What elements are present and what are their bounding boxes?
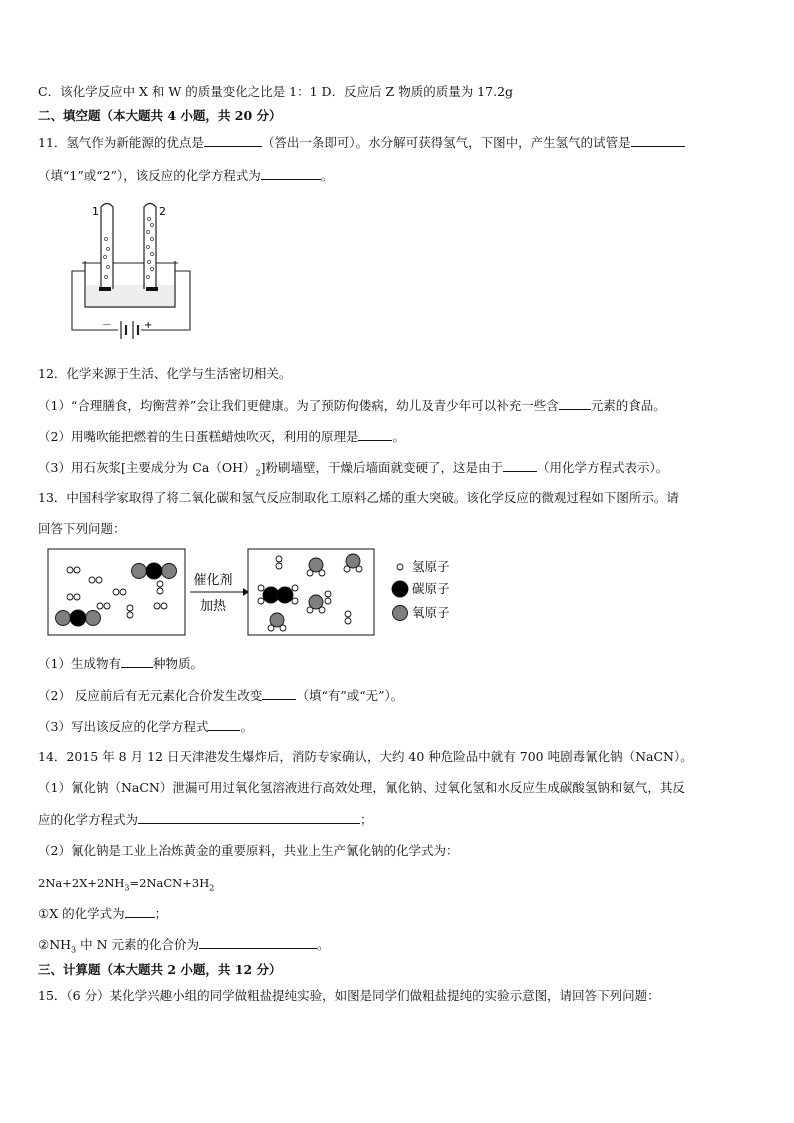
legend-oxygen: 氧原子: [412, 605, 450, 620]
q11-text-c: （填“1”或“2”），该反应的化学方程式为: [38, 168, 261, 183]
q12-1-blank[interactable]: [559, 397, 591, 410]
q11-line2: [38, 167, 333, 184]
q13-line2: 回答下列问题：: [38, 521, 126, 536]
tube-2-label: 2: [159, 205, 166, 218]
q13-1-text-a: （1）生成物有: [38, 656, 121, 671]
q12-3-subscript: 2: [255, 468, 261, 478]
q14-part1-line2: [38, 811, 373, 828]
q13-3-blank[interactable]: [208, 718, 240, 731]
q12-3-text-a: （3）用石灰浆[主要成分为 Ca（OH）: [38, 460, 256, 475]
q13-2-text-b: （填“有”或“无”）。: [296, 688, 404, 703]
equation-right: =2NaCN+3H: [129, 876, 210, 890]
reaction-micro-diagram: [44, 544, 464, 640]
q14-equation: [38, 875, 214, 896]
battery-minus: －: [102, 320, 112, 331]
co2-molecule: [56, 610, 101, 626]
q14-sub2: [38, 936, 330, 959]
q12-1-text-a: （1）“合理膳食，均衡营养”会让我们更健康。为了预防佝偻病，幼儿及青少年可以补充一些含: [38, 398, 559, 413]
equation-sub-2: 2: [209, 883, 215, 893]
q14-1-blank[interactable]: [138, 811, 360, 824]
q11-line1: [38, 134, 685, 151]
q12-part2: [38, 428, 405, 445]
q11-text-d: 。: [320, 168, 334, 183]
q15-stem: 15．（6 分）某化学兴趣小组的同学做粗盐提纯实验，如图是同学们做粗盐提纯的实验示意图，请回答下列问题：: [38, 988, 660, 1003]
q11-text-b: （答出一条即可）。水分解可获得氢气，下图中，产生氢气的试管是: [261, 135, 631, 150]
equation-left: 2Na+2X+2NH: [38, 876, 125, 890]
equation-sub-3: 3: [124, 883, 130, 893]
q11-blank-advantage[interactable]: [204, 134, 262, 147]
q12-2-text-b: 。: [392, 429, 405, 444]
legend-carbon: 碳原子: [412, 581, 450, 596]
q13-part2: [38, 687, 403, 704]
q13-2-text-a: （2） 反应前后有无元素化合价发生改变: [38, 688, 263, 703]
section-2-title: 二、填空题（本大题共 4 小题，共 20 分）: [38, 108, 282, 123]
section-3-title: 三、计算题（本大题共 2 小题，共 12 分）: [38, 962, 282, 977]
q14-part1-line1: （1）氰化钠（NaCN）泄漏可用过氧化氢溶液进行高效处理，氰化钠、过氧化氢和水反应生成碳酸氢钠和氨气，其反: [38, 780, 685, 795]
q12-3-text-c: （用化学方程式表示）。: [536, 460, 669, 475]
q13-1-text-b: 种物质。: [152, 656, 203, 671]
q12-3-blank[interactable]: [503, 459, 537, 472]
q14-1-text-c: ；: [360, 812, 373, 827]
tube-1-label: 1: [92, 205, 99, 218]
oxygen-atom-icon: [393, 606, 408, 621]
q12-2-text-a: （2）用嘴吹能把燃着的生日蛋糕蜡烛吹灭，利用的原理是: [38, 429, 359, 444]
legend: [392, 559, 450, 621]
q14-c2-text-c: 。: [317, 937, 330, 952]
co2-molecule: [132, 563, 177, 579]
q13-1-blank[interactable]: [121, 655, 153, 668]
q13-part3: [38, 718, 253, 735]
q14-c2-subscript: 3: [71, 945, 77, 955]
catalyst-label: 催化剂: [193, 573, 233, 588]
q14-c1-text-b: ；: [154, 906, 168, 921]
q14-c2-text-a: ②NH: [38, 937, 72, 952]
q11-blank-equation[interactable]: [261, 167, 321, 180]
q13-3-text-a: （3）写出该反应的化学方程式: [38, 719, 209, 734]
electrolysis-diagram: [66, 197, 201, 347]
q13-part1: [38, 655, 203, 672]
q14-c1-blank[interactable]: [125, 905, 155, 918]
q14-c2-text-b: 中 N 元素的化合价为: [76, 937, 199, 952]
battery-plus: +: [144, 320, 153, 331]
legend-hydrogen: 氢原子: [412, 559, 450, 574]
q14-sub1: [38, 905, 167, 922]
q14-1-text-b: 应的化学方程式为: [38, 812, 139, 827]
carbon-atom-icon: [392, 581, 408, 597]
q12-part3: [38, 459, 668, 482]
q13-2-blank[interactable]: [262, 687, 296, 700]
q11-blank-tube[interactable]: [631, 134, 685, 147]
q14-part2: （2）氰化钠是工业上冶炼黄金的重要原料，共业上生产氰化钠的化学式为：: [38, 843, 459, 858]
q12-3-text-b: ]粉刷墙壁，干燥后墙面就变硬了，这是由于: [260, 460, 503, 475]
option-c-d: C．该化学反应中 X 和 W 的质量变化之比是 1：1 D．反应后 Z 物质的质量为 17.2g: [38, 84, 514, 99]
q13-line1: 13．中国科学家取得了将二氧化碳和氢气反应制取化工原料乙烯的重大突破。该化学反应的微观过程如下图所示。请: [38, 490, 679, 505]
q12-stem: 12．化学来源于生活、化学与生活密切相关。: [38, 366, 292, 381]
hydrogen-atom-icon: [397, 564, 403, 570]
q13-3-text-b: 。: [240, 719, 253, 734]
q11-text-a: 11．氢气作为新能源的优点是: [38, 135, 204, 150]
heating-label: 加热: [199, 599, 227, 614]
q14-c1-text-a: ①X 的化学式为: [38, 906, 125, 921]
q12-2-blank[interactable]: [358, 428, 392, 441]
q14-c2-blank[interactable]: [199, 936, 317, 949]
q12-part1: [38, 397, 666, 414]
q12-1-text-b: 元素的食品。: [590, 398, 666, 413]
q14-stem: 14．2015 年 8 月 12 日天津港发生爆炸后，消防专家确认，大约 40 种危险品中就有 700 吨剧毒氰化钠（NaCN）。: [38, 749, 693, 764]
